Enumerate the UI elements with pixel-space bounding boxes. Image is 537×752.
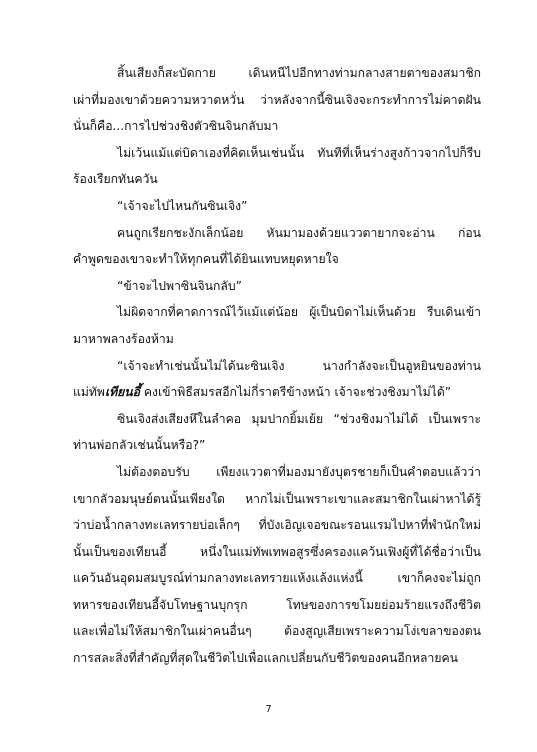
text-line: ซินเจิงส่งเสียงหึในลำคอ มุมปากยิ้มเย้ย “ช่วงชิงมาไม่ได้ เป็นเพราะ bbox=[117, 411, 481, 426]
text-line: สิ้นเสียงก็สะบัดกาย เดินหนีไปอีกทางท่ามกลางสายตาของสมาชิก bbox=[117, 66, 481, 80]
text-line: ร้องเรียกทันควัน bbox=[73, 172, 158, 187]
text-line: เขากลัวอมนุษย์ตนนั้นเพียงใด หากไม่เป็นเพราะเขาและสมาชิกในเผ่าหาได้รู้ bbox=[73, 491, 481, 506]
text-line: ท่านพ่อกลัวเช่นนั้นหรือ?” bbox=[73, 438, 206, 453]
emphasized-name: เทียนอี้ bbox=[104, 385, 140, 400]
text-line: คำพูดของเขาจะทำให้ทุกคนที่ได้ยินแทบหยุดหายใจ bbox=[73, 252, 339, 267]
text-segment: คงเข้าพิธีสมรสอีกไม่กี่ราตรีข้างหน้า เจ้าจะช่วงชิงมาไม่ได้” bbox=[139, 385, 452, 400]
text-line: ไม่ต้องตอบรับ เพียงแววตาที่มองมายังบุตรชายก็เป็นคำตอบแล้วว่า bbox=[117, 464, 481, 479]
text-line: นั่นก็คือ...การไปช่วงชิงตัวซินจินกลับมา bbox=[73, 119, 279, 134]
dialogue-line: “เจ้าจะไปไหนกันซินเจิง” bbox=[117, 198, 248, 213]
dialogue-line: “เจ้าจะทำเช่นนั้นไม่ได้นะซินเจิง นางกำลังจะเป็นอูหยินของท่าน bbox=[117, 358, 481, 373]
text-line: คนถูกเรียกชะงักเล็กน้อย หันมามองด้วยแววตายากจะอ่าน ก่อน bbox=[117, 225, 481, 240]
dialogue-line bbox=[73, 379, 481, 406]
text-line: การสละสิ่งที่สำคัญที่สุดในชีวิตไปเพื่อแลกเปลี่ยนกับชีวิตของคนอีกหลายคน bbox=[73, 651, 458, 666]
text-line: ไม่ผิดจากที่คาดการณ์ไว้แม้แต่น้อย ผู้เป็นบิดาไม่เห็นด้วย รีบเดินเข้า bbox=[117, 305, 481, 320]
text-line: ว่าบ่อน้ำกลางทะเลทรายบ่อเล็กๆ ที่บังเอิญเจอขณะรอนแรมไปหาที่พำนักใหม่ bbox=[73, 518, 481, 533]
text-line: ทหารของเทียนอี้จับโทษฐานบุกรุก โทษของการขโมยย่อมร้ายแรงถึงชีวิต bbox=[73, 597, 481, 612]
text-line: นั้นเป็นของเทียนอี้ หนึ่งในแม่ทัพเทพอสูรซึ่งครองแคว้นเฟิงผู้ที่ได้ชื่อว่าเป็น bbox=[73, 544, 481, 559]
page-number: 7 bbox=[265, 704, 272, 715]
text-line: แคว้นอันอุดมสมบูรณ์ท่ามกลางทะเลทรายแห้งแล้งแห่งนี้ เขาก็คงจะไม่ถูก bbox=[73, 571, 481, 586]
dialogue-line: “ข้าจะไปพาซินจินกลับ” bbox=[117, 278, 242, 293]
text-line: มาหาพลางร้องห้าม bbox=[73, 331, 174, 346]
text-line: ไม่เว้นแม้แต่บิดาเองที่คิดเห็นเช่นนั้น ทันทีที่เห็นร่างสูงก้าวจากไปก็รีบ bbox=[117, 145, 481, 160]
body-text bbox=[73, 60, 481, 672]
text-line: และเพื่อไม่ให้สมาชิกในเผ่าคนอื่นๆ ต้องสูญเสียเพราะความโง่เขลาของตน bbox=[73, 624, 481, 639]
text-line: เผ่าที่มองเขาด้วยความหวาดหวั่น ว่าหลังจากนี้ซินเจิงจะกระทำการไม่คาดฝัน bbox=[73, 92, 481, 107]
text-segment: แม่ทัพ bbox=[73, 385, 105, 400]
